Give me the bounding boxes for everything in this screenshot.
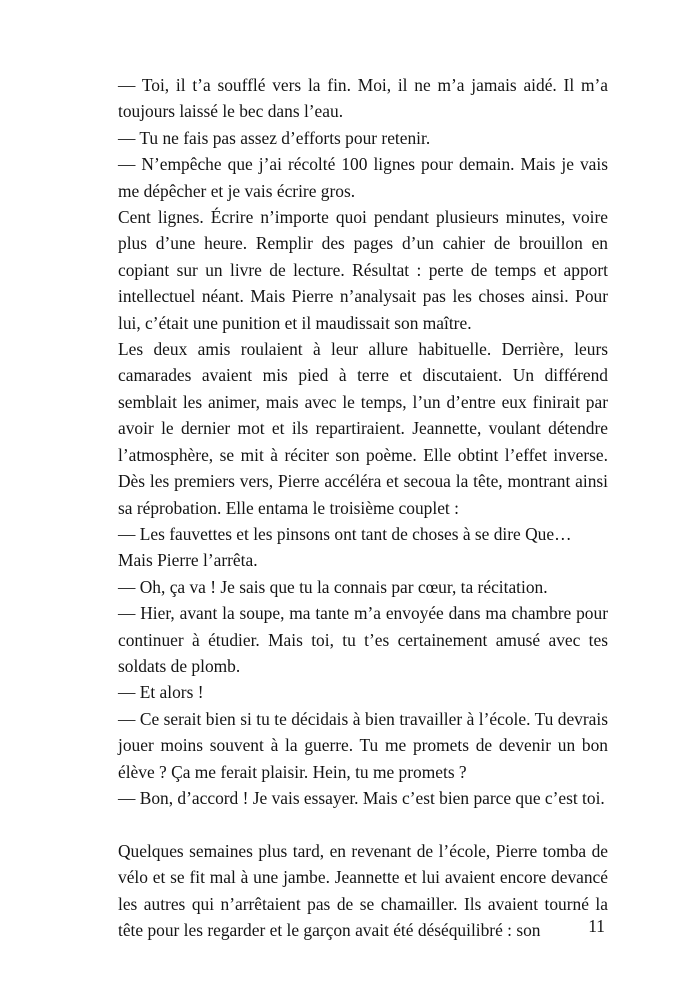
paragraph-text: — Toi, il t’a soufflé vers la fin. Moi, il ne m’a jamais aidé. Il m’a toujours laissé le bec dans l’eau. bbox=[118, 75, 608, 122]
section-break bbox=[118, 811, 608, 837]
paragraph-text: — Bon, d’accord ! Je vais essayer. Mais c’est bien parce que c’est toi. bbox=[118, 787, 605, 808]
paragraph-text: — Ce serait bien si tu te décidais à bien travailler à l’école. Tu devrais jouer moins souvent à la guerre. Tu me promets de devenir un bon élève ? Ça me ferait plaisir. Hein, tu me promets ? bbox=[118, 708, 608, 782]
paragraph-text: Quelques semaines plus tard, en revenant de l’école, Pierre tomba de vélo et se fit mal à une jambe. Jeannette et lui avaient encore devancé les autres qui n’arrêtaient pas de se chamailler. Ils avaient tourné la tête pour les regarder et le garçon avait été déséquilibré : son bbox=[118, 840, 608, 940]
paragraph-narration-1 bbox=[118, 204, 608, 336]
paragraph-narration-2 bbox=[118, 336, 608, 521]
paragraph-narration-4 bbox=[118, 838, 608, 944]
paragraph-text: — Oh, ça va ! Je sais que tu la connais par cœur, ta récitation. bbox=[118, 576, 548, 597]
paragraph-dialogue-4 bbox=[118, 521, 608, 547]
paragraph-dialogue-5 bbox=[118, 574, 608, 600]
paragraph-text: — Tu ne fais pas assez d’efforts pour retenir. bbox=[118, 127, 431, 148]
paragraph-dialogue-7 bbox=[118, 679, 608, 705]
paragraph-dialogue-8 bbox=[118, 706, 608, 785]
paragraph-dialogue-6 bbox=[118, 600, 608, 679]
paragraph-narration-3 bbox=[118, 547, 608, 573]
paragraph-dialogue-9 bbox=[118, 785, 608, 811]
page-number: 11 bbox=[588, 916, 605, 936]
paragraph-text: — N’empêche que j’ai récolté 100 lignes pour demain. Mais je vais me dépêcher et je vais écrire gros. bbox=[118, 154, 608, 201]
paragraph-text: — Et alors ! bbox=[118, 682, 204, 703]
paragraph-text: Mais Pierre l’arrêta. bbox=[118, 550, 258, 571]
paragraph-dialogue-3 bbox=[118, 151, 608, 204]
paragraph-dialogue-2 bbox=[118, 125, 608, 151]
paragraph-dialogue-1 bbox=[118, 72, 608, 125]
body-text bbox=[118, 72, 608, 943]
paragraph-text: Les deux amis roulaient à leur allure habituelle. Derrière, leurs camarades avaient mis pied à terre et discutaient. Un différend semblait les animer, mais avec le temps, l’un d’entre eux finirait par avoir le dernier mot et ils repartiraient. Jeannette, voulant détendre l’atmosphère, se mit à réciter son poème. Elle obtint l’effet inverse. Dès les premiers vers, Pierre accéléra et secoua la tête, montrant ainsi sa réprobation. Elle entama le troisième couplet : bbox=[118, 339, 608, 518]
paragraph-text: Cent lignes. Écrire n’importe quoi pendant plusieurs minutes, voire plus d’une heure. Remplir des pages d’un cahier de brouillon en copiant sur un livre de lecture. Résultat : perte de temps et apport intellectuel néant. Mais Pierre n’analysait pas les choses ainsi. Pour lui, c’était une punition et il maudissait son maître. bbox=[118, 207, 608, 333]
paragraph-text: — Hier, avant la soupe, ma tante m’a envoyée dans ma chambre pour continuer à étudier. Mais toi, tu t’es certainement amusé avec tes soldats de plomb. bbox=[118, 603, 608, 676]
paragraph-text: — Les fauvettes et les pinsons ont tant de choses à se dire Que… bbox=[118, 523, 572, 544]
